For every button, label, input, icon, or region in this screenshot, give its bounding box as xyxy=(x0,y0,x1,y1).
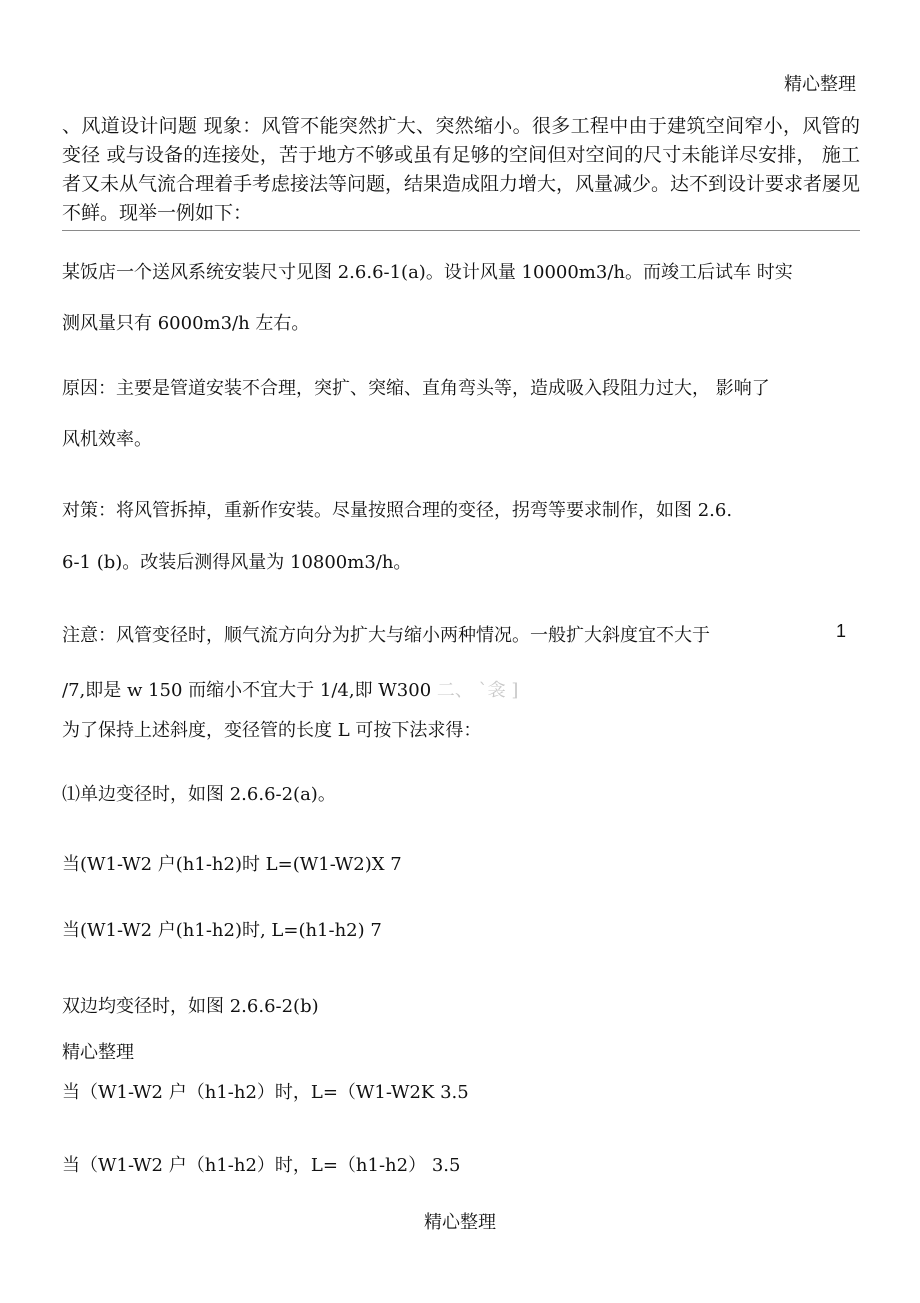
note-line-2-text: /7,即是 w 150 而缩小不宜大于 1/4,即 W300 xyxy=(62,680,432,701)
header-watermark: 精心整理 xyxy=(784,74,856,95)
note-line-1-number: 1 xyxy=(835,621,846,641)
mid-watermark: 精心整理 xyxy=(62,1042,134,1063)
footer-watermark: 精心整理 xyxy=(424,1212,496,1233)
note-line-2-faded-text: 二、 `衾 ] xyxy=(436,680,519,701)
single-side-line: ⑴单边变径时，如图 2.6.6-2(a)。 xyxy=(62,784,336,805)
measure-line-2: 6-1 (b)。改装后测得风量为 10800m3/h。 xyxy=(62,552,412,573)
length-intro-line: 为了保持上述斜度，变径管的长度 L 可按下法求得： xyxy=(62,720,482,741)
formula-line-3: 当（W1-W2 户（h1-h2）时，L=（W1-W2K 3.5 xyxy=(62,1082,469,1103)
note-line-1: 注意：风管变径时，顺气流方向分为扩大与缩小两种情况。一般扩大斜度宜不大于 xyxy=(62,625,710,646)
example-line-2: 测风量只有 6000m3/h 左右。 xyxy=(62,313,310,334)
formula-line-4: 当（W1-W2 户（h1-h2）时，L=（h1-h2） 3.5 xyxy=(62,1155,461,1176)
example-line-1: 某饭店一个送风系统安装尺寸见图 2.6.6-1(a)。设计风量 10000m3/h。而竣工后试车 时实 xyxy=(62,262,793,283)
double-side-line: 双边均变径时，如图 2.6.6-2(b) xyxy=(62,996,319,1017)
cause-line-2: 风机效率。 xyxy=(62,429,152,450)
formula-line-2: 当(W1-W2 户(h1-h2)时, L=(h1-h2) 7 xyxy=(62,920,382,941)
intro-paragraph: 、风道设计问题 现象：风管不能突然扩大、突然缩小。很多工程中由于建筑空间窄小，风管的变径 或与设备的连接处，苦于地方不够或虽有足够的空间但对空间的尺寸未能详尽安排， 施工者又未从气流合理着手考虑接法等问题，结果造成阻力增大，风量减少。达不到设计要求者屡见不鲜。现举一例如下： xyxy=(62,112,860,231)
formula-line-1: 当(W1-W2 户(h1-h2)时 L=(W1-W2)X 7 xyxy=(62,854,402,875)
note-line-2 xyxy=(62,676,518,702)
measure-line-1: 对策：将风管拆掉，重新作安装。尽量按照合理的变径，拐弯等要求制作，如图 2.6. xyxy=(62,500,733,521)
cause-line-1: 原因：主要是管道安装不合理，突扩、突缩、直角弯头等，造成吸入段阻力过大， 影响了 xyxy=(62,378,770,399)
